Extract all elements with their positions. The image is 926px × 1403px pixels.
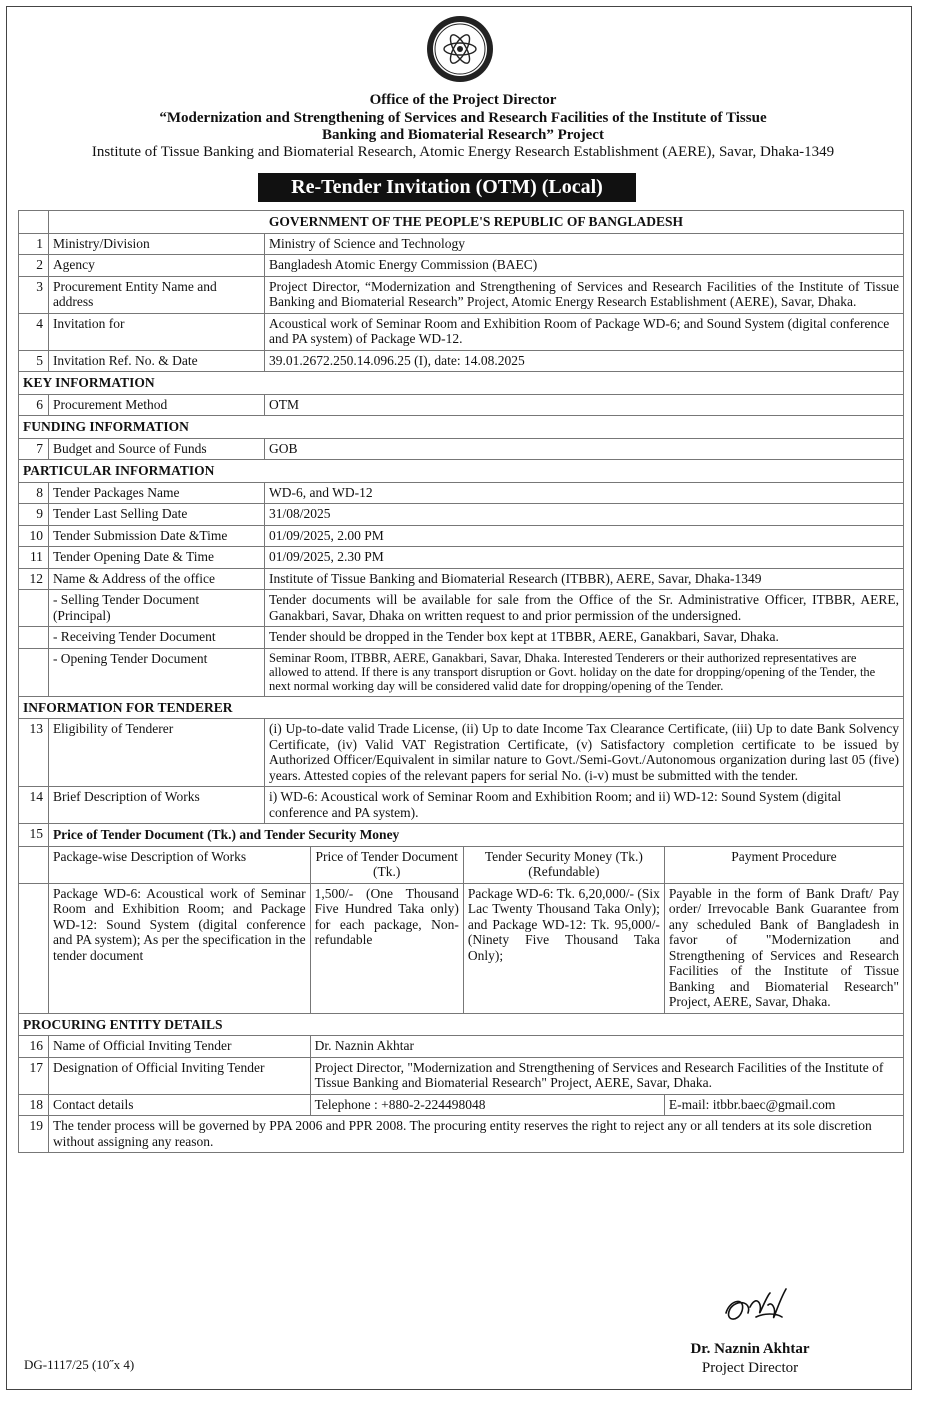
office-title: Office of the Project Director [369,92,557,108]
row-number: 19 [19,1116,49,1153]
row-number: 2 [19,255,49,277]
signatory-title: Project Director [701,1360,799,1376]
price-document-cell: 1,500/- (One Thousand Five Hundred Taka only) for each package, Non- refundable [310,883,463,1013]
table-row [19,394,904,416]
row-label: Agency [48,255,264,277]
row-label: Contact details [48,1094,310,1116]
price-header-description: Package-wise Description of Works [48,846,310,883]
table-row [19,719,904,787]
project-title-line1: “Modernization and Strengthening of Services and Research Facilities of the Institute of Tissue [159,110,767,126]
row-number: 15 [19,824,49,847]
row-label: Procurement Entity Name and address [48,276,264,313]
table-row [19,1116,904,1153]
gov-title-row [19,211,904,234]
row-value: 01/09/2025, 2.00 PM [265,525,904,547]
row-number: 17 [19,1057,49,1094]
governance-note: The tender process will be governed by PPA 2006 and PPR 2008. The procuring entity reserves the right to reject any or all tenders at its sole discretion without assigning any reason. [48,1116,903,1153]
table-row [19,255,904,277]
row-value: 39.01.2672.250.14.096.25 (I), date: 14.08.2025 [265,350,904,372]
row-number: 14 [19,787,49,824]
row-label: Eligibility of Tenderer [48,719,264,787]
dg-code: DG-1117/25 (10˝x 4) [24,1357,135,1372]
table-row [19,525,904,547]
table-row [19,233,904,255]
selling-document-label: - Selling Tender Document (Principal) [48,590,264,627]
tender-table [18,210,904,1153]
price-header-payment-procedure: Payment Procedure [664,846,903,883]
section-header-row [19,416,904,439]
contact-email: E-mail: itbbr.baec@gmail.com [664,1094,903,1116]
row-label: Brief Description of Works [48,787,264,824]
table-row [19,350,904,372]
row-value: Project Director, “Modernization and Strengthening of Services and Research Facilities of the Institute of Tissue Banking and Biomaterial Research” Project, Atomic Energy Research Establishment (AERE), Savar, Dhaka. [265,276,904,313]
gov-title: GOVERNMENT OF THE PEOPLE'S REPUBLIC OF BANGLADESH [48,211,903,234]
section-header-row [19,460,904,483]
table-row [19,482,904,504]
row-label: Tender Packages Name [48,482,264,504]
table-row [19,438,904,460]
table-row [19,547,904,569]
table-row [19,1057,904,1094]
row-value: Project Director, "Modernization and Strengthening of Services and Research Facilities of the Institute of Tissue Banking and Biomaterial Research" Project, AERE, Savar, Dhaka. [310,1057,903,1094]
row-label: Tender Submission Date &Time [48,525,264,547]
row-label: Designation of Official Inviting Tender [48,1057,310,1094]
row-number: 9 [19,504,49,526]
row-label: Name of Official Inviting Tender [48,1036,310,1058]
row-value: Dr. Naznin Akhtar [310,1036,903,1058]
opening-document-value: Seminar Room, ITBBR, AERE, Ganakbari, Savar, Dhaka. Interested Tenderers or their authorized representatives are allowed to attend. If there is any transport disruption or Govt. holiday on the date for dropping/opening of the Tender, the next normal working day will be considered valid date for dropping/opening of the Tender. [265,648,904,696]
price-section-title: Price of Tender Document (Tk.) and Tender Security Money [48,824,903,847]
table-row [19,1036,904,1058]
signatory-name: Dr. Naznin Akhtar [690,1341,810,1357]
section-funding-information: FUNDING INFORMATION [19,416,904,439]
table-row [19,590,904,627]
receiving-document-value: Tender should be dropped in the Tender box kept at 1TBBR, AERE, Ganakbari, Savar, Dhaka. [265,627,904,649]
re-tender-banner: Re-Tender Invitation (OTM) (Local) [258,173,636,202]
price-header-document-price: Price of Tender Document (Tk.) [310,846,463,883]
row-number: 10 [19,525,49,547]
institute-address: Institute of Tissue Banking and Biomaterial Research, Atomic Energy Research Establishment (AERE), Savar, Dhaka-1349 [91,144,835,160]
row-label: Tender Opening Date & Time [48,547,264,569]
opening-document-label: - Opening Tender Document [48,648,264,696]
row-number: 12 [19,568,49,590]
section-header-row [19,696,904,719]
selling-document-value: Tender documents will be available for sale from the Office of the Sr. Administrative Officer, ITBBR, AERE, Ganakbari, Savar, Dhaka on written request to and prior permission of the undersigned. [265,590,904,627]
row-value: i) WD-6: Acoustical work of Seminar Room and Exhibition Room; and ii) WD-12: Sound System (digital conference and PA system). [265,787,904,824]
project-title-line2: Banking and Biomaterial Research” Project [322,127,604,143]
row-number: 8 [19,482,49,504]
table-row [19,824,904,847]
price-header-security-money: Tender Security Money (Tk.) (Refundable) [463,846,664,883]
section-information-for-tenderer: INFORMATION FOR TENDERER [19,696,904,719]
row-number: 6 [19,394,49,416]
receiving-document-label: - Receiving Tender Document [48,627,264,649]
row-value: Institute of Tissue Banking and Biomaterial Research (ITBBR), AERE, Savar, Dhaka-1349 [265,568,904,590]
row-number: 16 [19,1036,49,1058]
table-row [19,568,904,590]
row-label: Name & Address of the office [48,568,264,590]
price-data-row [19,883,904,1013]
price-security-cell: Package WD-6: Tk. 6,20,000/- (Six Lac Twenty Thousand Taka Only); and Package WD-12: Tk. 95,000/- (Ninety Five Thousand Taka Only); [463,883,664,1013]
project-title [0,110,926,144]
row-number: 7 [19,438,49,460]
row-label: Procurement Method [48,394,264,416]
row-number: 1 [19,233,49,255]
section-particular-information: PARTICULAR INFORMATION [19,460,904,483]
price-payment-cell: Payable in the form of Bank Draft/ Pay order/ Irrevocable Bank Guarantee from any scheduled Bank of Bangladesh in favor of "Modernization and Strengthening of Services and Research Facilities of the Institute of Tissue Banking and Biomaterial Research" Project, AERE, Savar, Dhaka. [664,883,903,1013]
row-label: Tender Last Selling Date [48,504,264,526]
row-value: Acoustical work of Seminar Room and Exhibition Room of Package WD-6; and Sound System (digital conference and PA system) of Package WD-12. [265,313,904,350]
row-number: 5 [19,350,49,372]
price-header-row [19,846,904,883]
section-header-row [19,1013,904,1036]
table-row [19,648,904,696]
section-header-row [19,372,904,395]
row-value: Bangladesh Atomic Energy Commission (BAEC) [265,255,904,277]
row-label: Budget and Source of Funds [48,438,264,460]
table-row [19,627,904,649]
row-value: (i) Up-to-date valid Trade License, (ii) Up to date Income Tax Clearance Certificate, (iii) Up to date Bank Solvency Certificate, (iv) Valid VAT Registration Certificate, (v) Satisfactory completion certificate to be issued by Authorized Officer/Equivalent in similar nature to Govt./Semi-Govt./Autonomous organization during last 05 (five) years. Attested copies of the relevant papers for serial No. (i-v) must be submitted with the tender. [265,719,904,787]
row-value: OTM [265,394,904,416]
price-description-cell: Package WD-6: Acoustical work of Seminar Room and Exhibition Room; and Package WD-12: Sound System (digital conference and PA system); As per the specification in the tender document [48,883,310,1013]
row-number: 4 [19,313,49,350]
table-row [19,504,904,526]
row-value: 31/08/2025 [265,504,904,526]
section-procuring-entity: PROCURING ENTITY DETAILS [19,1013,904,1036]
row-number: 11 [19,547,49,569]
row-value: GOB [265,438,904,460]
row-number: 13 [19,719,49,787]
row-value: WD-6, and WD-12 [265,482,904,504]
section-key-information: KEY INFORMATION [19,372,904,395]
table-row [19,1094,904,1116]
signature-icon [716,1283,796,1333]
table-row [19,313,904,350]
table-row [19,787,904,824]
contact-phone: Telephone : +880-2-224498048 [310,1094,664,1116]
baec-emblem-icon [425,14,495,84]
row-label: Invitation Ref. No. & Date [48,350,264,372]
row-value: 01/09/2025, 2.30 PM [265,547,904,569]
row-label: Invitation for [48,313,264,350]
row-label: Ministry/Division [48,233,264,255]
row-number: 18 [19,1094,49,1116]
table-row [19,276,904,313]
row-number: 3 [19,276,49,313]
row-value: Ministry of Science and Technology [265,233,904,255]
